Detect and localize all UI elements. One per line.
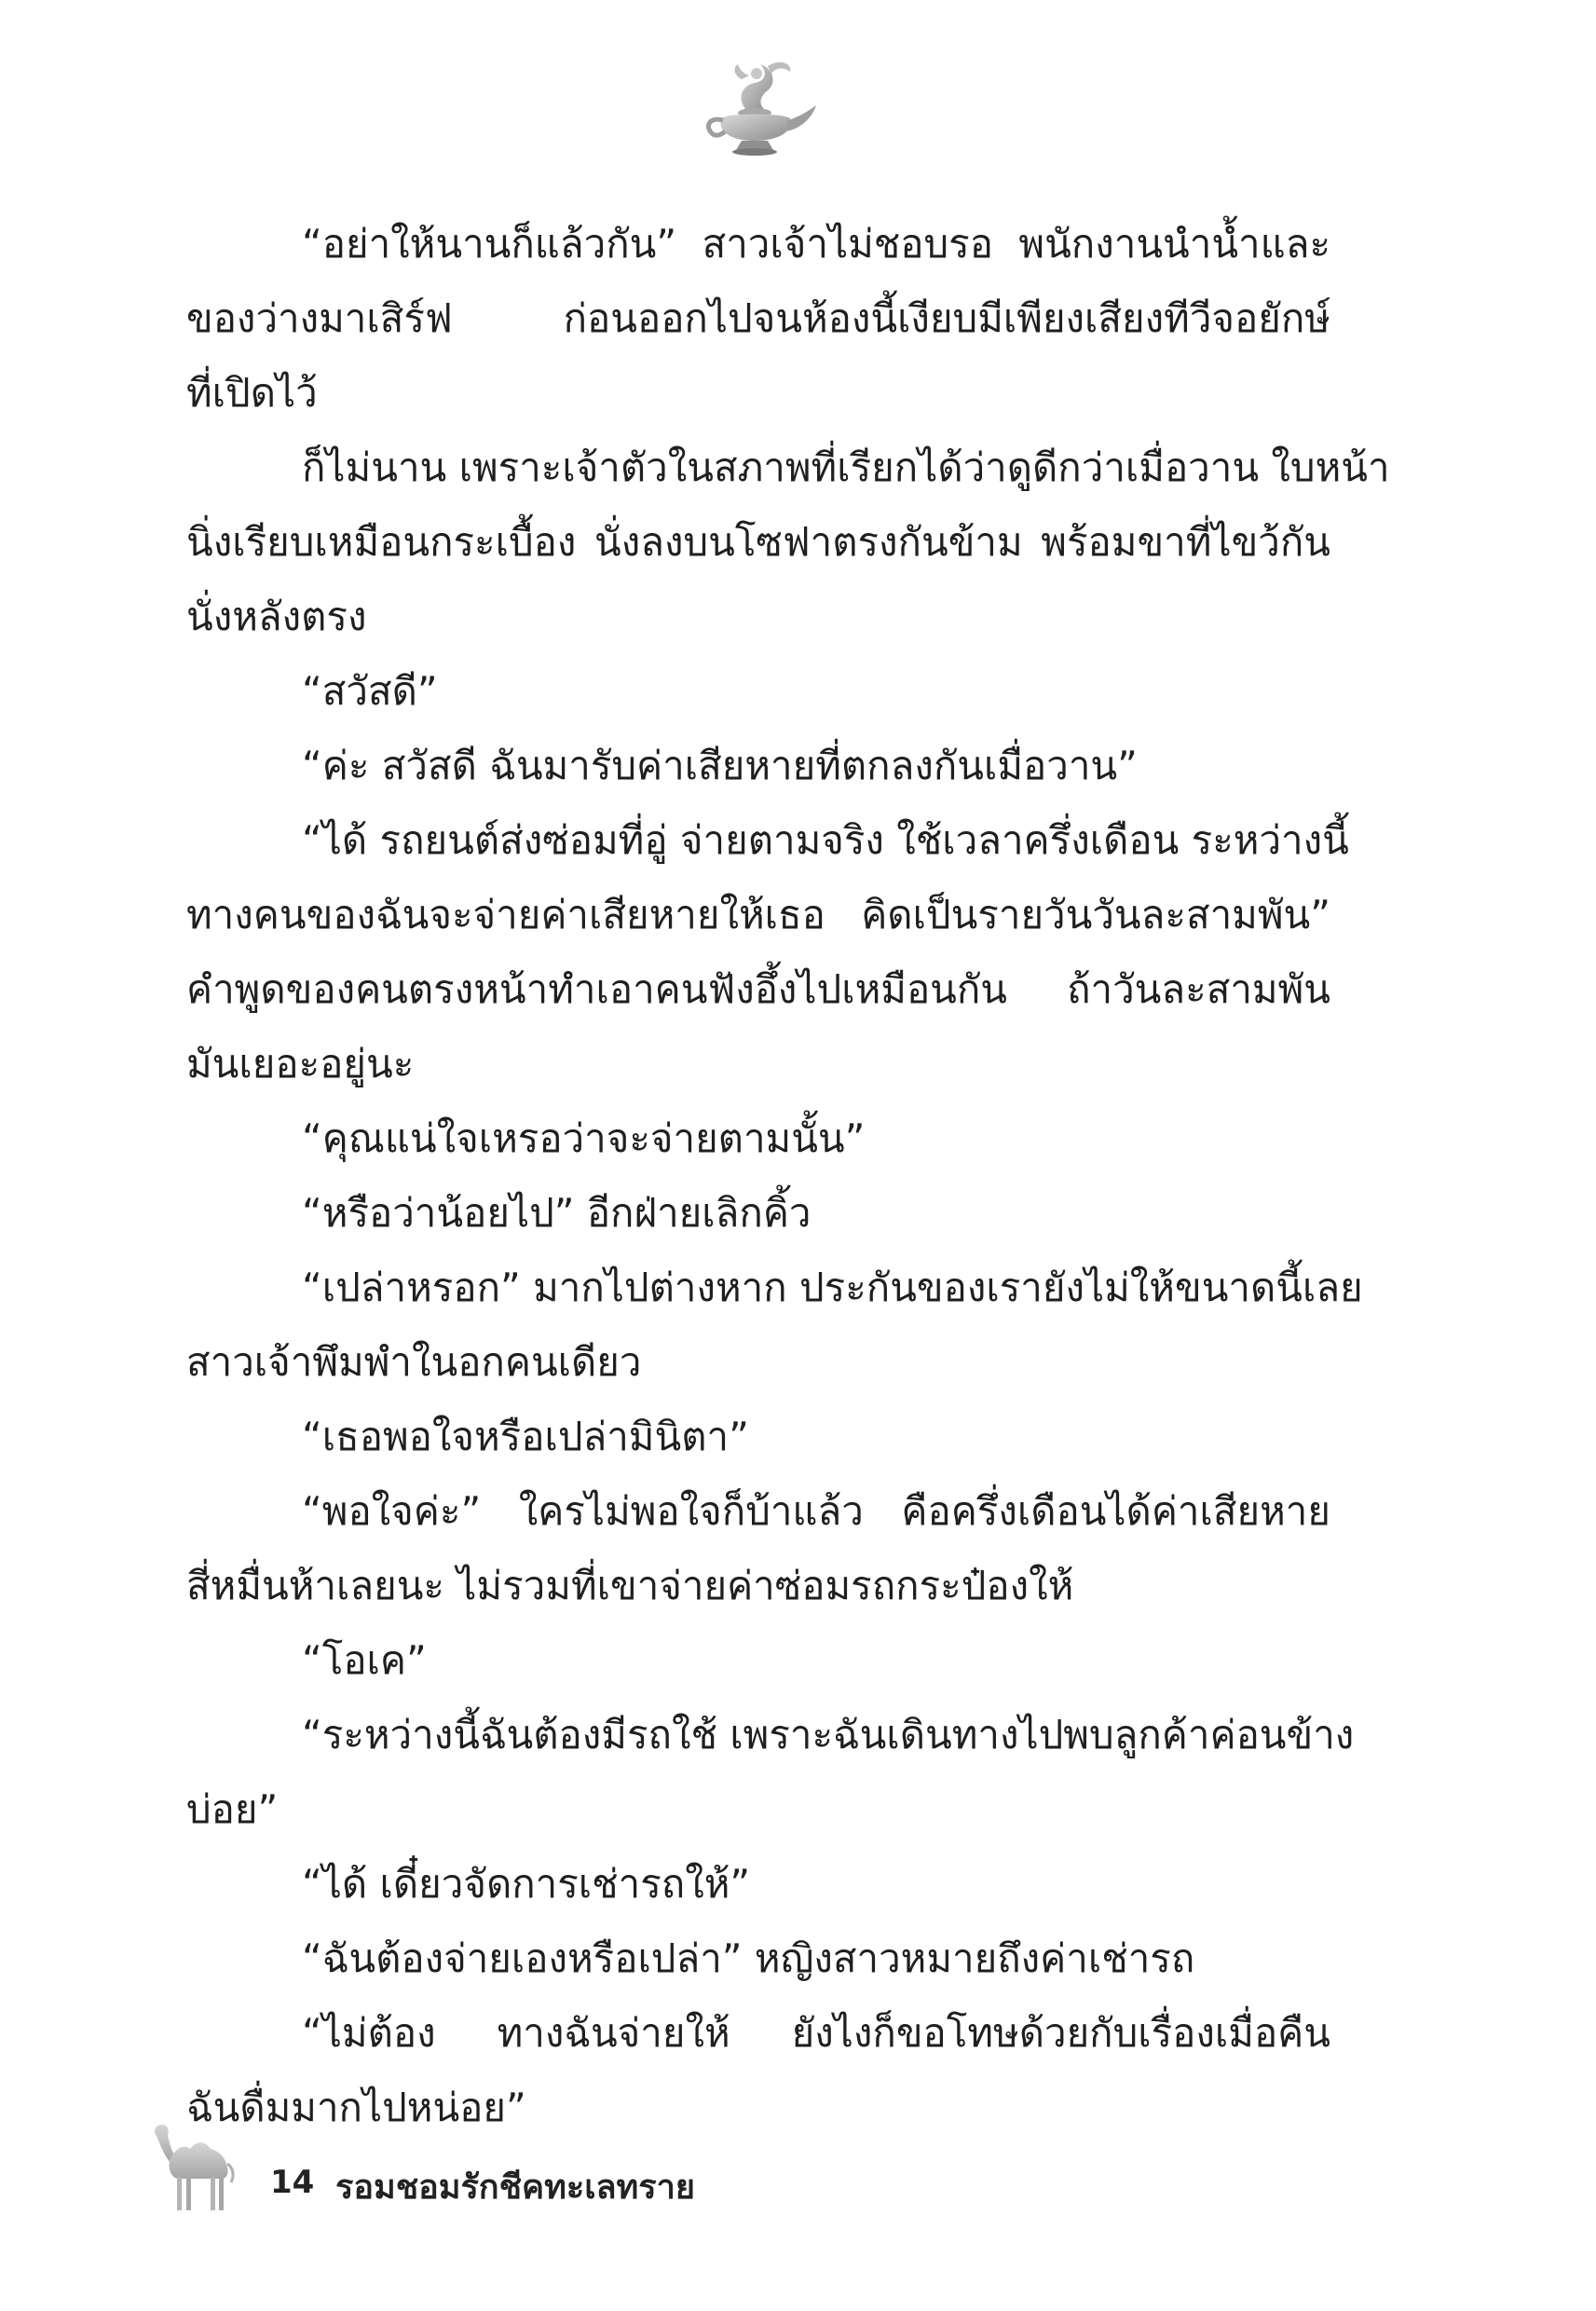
genie-lamp-icon [689, 51, 820, 163]
text-line: “อย่าให้นานก็แล้วกัน” สาวเจ้าไม่ชอบรอ พนักงานนำน้ำและ [302, 221, 1330, 267]
text-line: “หรือว่าน้อยไป” อีกฝ่ายเลิกคิ้ว [302, 1190, 812, 1236]
text-line: “เธอพอใจหรือเปล่ามินิตา” [302, 1414, 749, 1459]
text-line: คำพูดของคนตรงหน้าทำเอาคนฟังอึ้งไปเหมือนกัน ถ้าวันละสามพัน [186, 966, 1330, 1012]
text-line: มันเยอะอยู่นะ [186, 1041, 415, 1087]
text-line: สาวเจ้าพึมพำในอกคนเดียว [186, 1339, 642, 1385]
text-line: นั่งหลังตรง [186, 594, 367, 639]
text-line: “โอเค” [302, 1637, 427, 1683]
text-line: ฉันดื่มมากไปหน่อย” [186, 2085, 526, 2130]
text-line: “คุณแน่ใจเหรอว่าจะจ่ายตามนั้น” [302, 1115, 866, 1161]
text-line: บ่อย” [186, 1786, 279, 1832]
text-line: “สวัสดี” [302, 668, 438, 714]
text-line: “ได้ เดี๋ยวจัดการเช่ารถให้” [302, 1861, 751, 1907]
camel-icon [149, 2115, 242, 2218]
text-line: ก็ไม่นาน เพราะเจ้าตัวในสภาพที่เรียกได้ว่าดูดีกว่าเมื่อวาน ใบหน้า [302, 444, 1390, 490]
page-number: 14 [270, 2164, 315, 2201]
text-line: “ระหว่างนี้ฉันต้องมีรถใช้ เพราะฉันเดินทางไปพบลูกค้าค่อนข้าง [302, 1712, 1355, 1757]
text-line: “เปล่าหรอก” มากไปต่างหาก ประกันของเรายังไม่ให้ขนาดนี้เลย [302, 1265, 1363, 1310]
text-line: ทางคนของฉันจะจ่ายค่าเสียหายให้เธอ คิดเป็นรายวันวันละสามพัน” [186, 892, 1330, 937]
text-line: “ได้ รถยนต์ส่งซ่อมที่อู่ จ่ายตามจริง ใช้เวลาครึ่งเดือน ระหว่างนี้ [302, 817, 1349, 863]
text-line: สี่หมื่นห้าเลยนะ ไม่รวมที่เขาจ่ายค่าซ่อมรถกระป๋องให้ [186, 1563, 1074, 1608]
book-title: รอมชอมรักชีคทะเลทราย [335, 2168, 695, 2207]
text-line: “ค่ะ สวัสดี ฉันมารับค่าเสียหายที่ตกลงกันเมื่อวาน” [302, 743, 1138, 788]
page-footer [149, 2115, 894, 2227]
text-line: นิ่งเรียบเหมือนกระเบื้อง นั่งลงบนโซฟาตรงกันข้าม พร้อมขาที่ไขว้กัน [186, 519, 1330, 565]
text-line: ของว่างมาเสิร์ฟ ก่อนออกไปจนห้องนี้เงียบมีเพียงเสียงทีวีจอยักษ์ [186, 295, 1330, 341]
text-line: “ไม่ต้อง ทางฉันจ่ายให้ ยังไงก็ขอโทษด้วยกับเรื่องเมื่อคืน [302, 2010, 1330, 2056]
text-line: “ฉันต้องจ่ายเองหรือเปล่า” หญิงสาวหมายถึงค่าเช่ารถ [302, 1935, 1195, 1981]
body-text [186, 207, 1390, 2145]
text-line: “พอใจค่ะ” ใครไม่พอใจก็บ้าแล้ว คือครึ่งเดือนได้ค่าเสียหาย [302, 1488, 1330, 1534]
text-line: ที่เปิดไว้ [186, 370, 318, 416]
